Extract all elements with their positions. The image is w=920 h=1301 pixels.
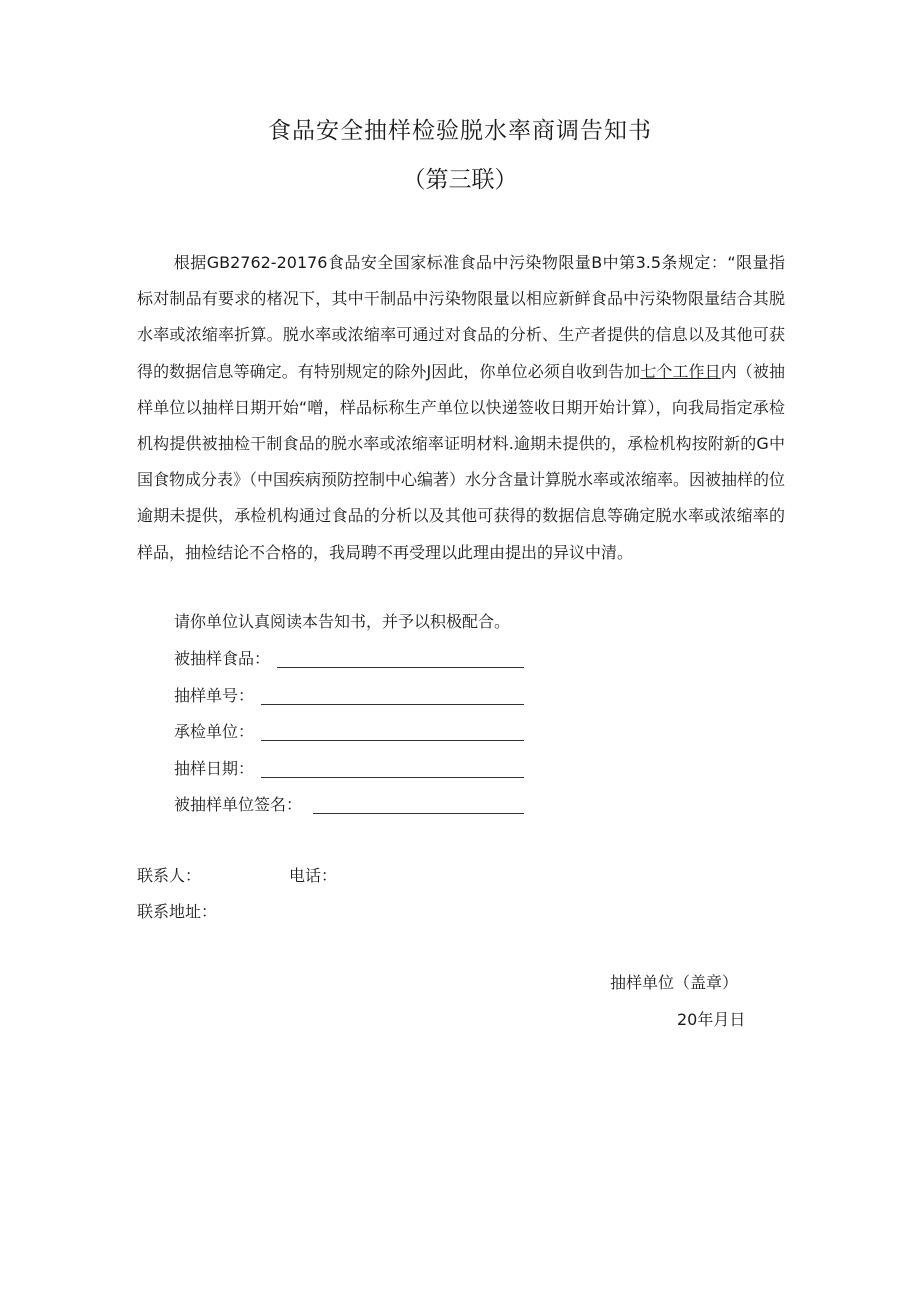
field-sampling-date	[174, 757, 524, 781]
field-label-sampling-date: 抽样日期：	[174, 759, 255, 778]
cooperation-request: 请你单位认真阅读本告知书，并予以积极配合。	[174, 612, 511, 631]
field-testing-unit	[174, 720, 524, 744]
document-subtitle: （第三联）	[402, 167, 518, 193]
field-label-sample-number: 抽样单号：	[174, 686, 255, 705]
field-line-sampled-food[interactable]	[277, 666, 524, 668]
field-line-signature[interactable]	[313, 812, 524, 814]
deadline-underlined: 七个工作日	[640, 361, 721, 381]
field-signature	[174, 793, 524, 817]
contact-address-label: 联系地址：	[137, 902, 218, 921]
stamp-unit: 抽样单位（盖章）	[610, 973, 739, 992]
contact-person-label: 联系人：	[137, 866, 202, 885]
document-title: 食品安全抽样检验脱水率商调告知书	[268, 118, 652, 144]
field-line-sampling-date[interactable]	[261, 776, 524, 778]
field-line-testing-unit[interactable]	[261, 739, 524, 741]
field-label-signature: 被抽样单位签名：	[174, 795, 303, 814]
field-line-sample-number[interactable]	[261, 703, 524, 705]
contact-phone-label: 电话：	[289, 866, 338, 885]
field-sampled-food	[174, 647, 524, 671]
stamp-date: 20年月日	[677, 1010, 746, 1029]
body-text-part2: 内（被抽样单位以抽样日期开始“噌，样品标称生产单位以快递签收日期开始计算），向我局指定承检机构提供被抽检干制食品的脱水率或浓缩率证明材料.逾期未提供的，承检机构按附新的G中国食物成分表》（中国疾病预防控制中心编著）水分含量计算脱水率或浓缩率。因被抽样的位逾期未提供，承检机构通过食品的分析以及其他可获得的数据信息等确定脱水率或浓缩率的样品，抽检结论不合格的，我局聘不再受理以此理由提出的异议中清。	[137, 361, 786, 562]
body-paragraph	[137, 245, 785, 571]
body-text-part1: 根据GB2762-20176食品安全国家标准食品中污染物限量B中第3.5条规定：“限量指标对制品有要求的楮况下，其中干制品中污染物限量以相应新鲜食品中污染物限量结合其脱水率或浓缩率折算。脱水率或浓缩率可通过对食品的分析、生产者提供的信息以及其他可获得的数据信息等确定。有特别规定的除外J因此，你单位必须自收到告加	[137, 253, 785, 381]
field-sample-number	[174, 684, 524, 708]
field-label-sampled-food: 被抽样食品：	[174, 649, 271, 668]
field-label-testing-unit: 承检单位：	[174, 722, 255, 741]
